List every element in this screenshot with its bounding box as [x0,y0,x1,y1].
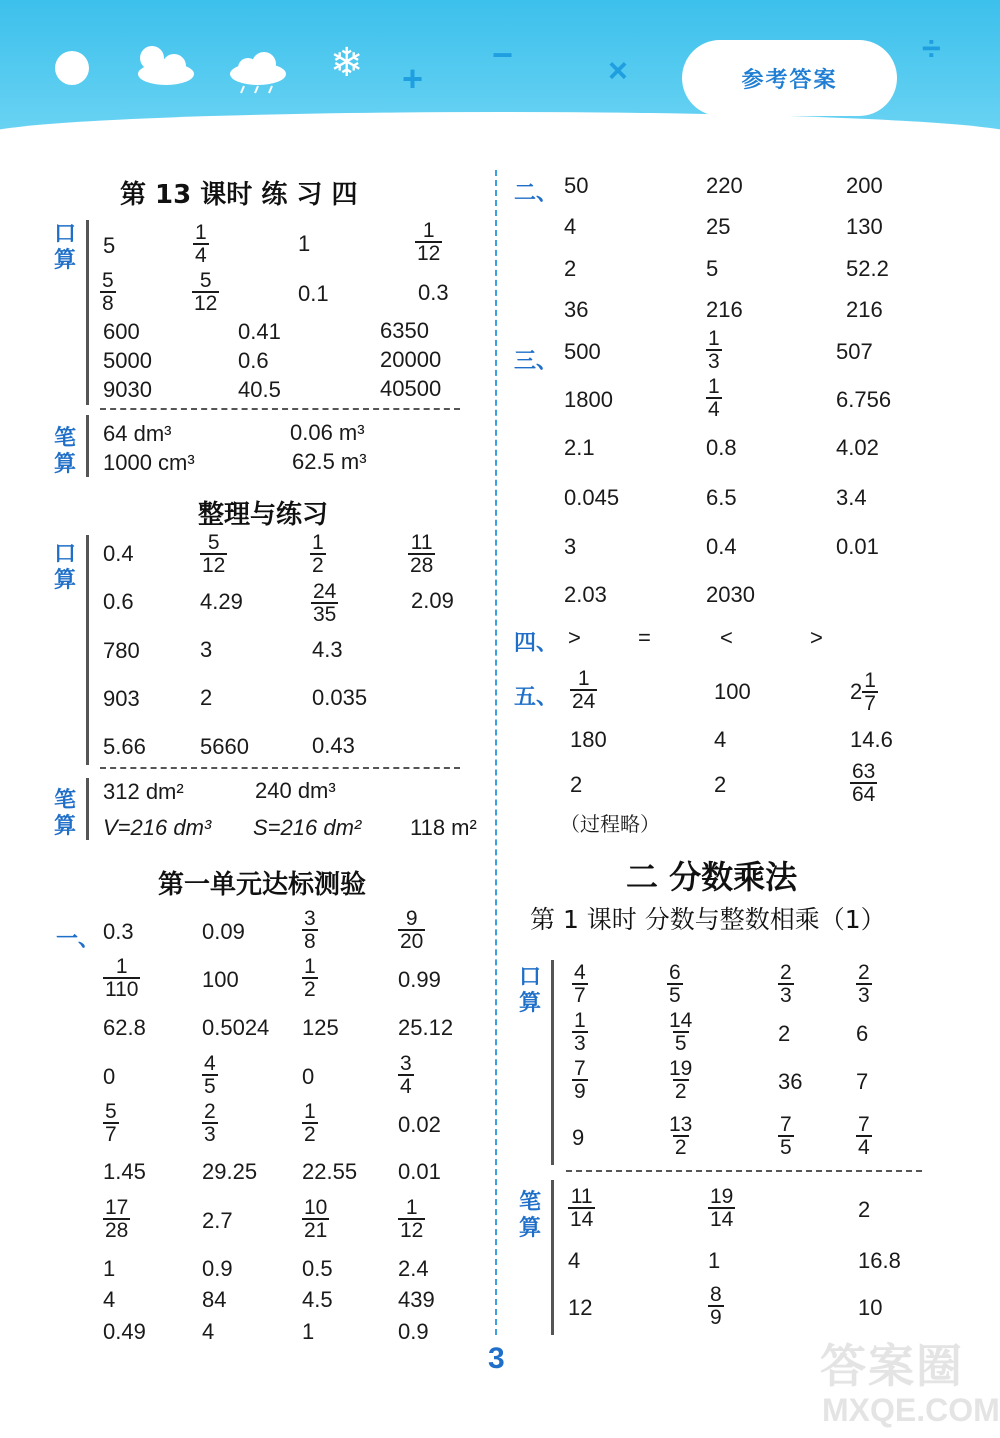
answer: 3 [564,534,577,559]
answer: 0.9 [398,1319,429,1344]
section-bar [551,1180,554,1335]
fraction-answer: $\frac{6}{5}$ [669,961,681,1007]
part-label: 二、 [514,181,559,206]
answer: 5 [103,233,116,258]
answer-badge: 参考答案 [682,40,897,116]
answer: 0.3 [103,919,134,944]
fraction-answer: $\frac{1}{2}$ [304,955,316,1001]
answer: 2 [570,772,583,797]
fraction-answer: $\frac{1}{12}$ [400,1196,424,1242]
answer: 2.7 [202,1208,233,1233]
mixed-number-answer [850,670,878,714]
answer: 2 [858,1197,871,1222]
fraction-answer: $\frac{3}{4}$ [400,1052,412,1098]
fraction-answer: $\frac{3}{8}$ [304,907,316,953]
answer: 118 m² [410,815,477,840]
answer: 2 [564,256,577,281]
answer: 40.5 [238,377,281,402]
answer: 2.03 [564,582,607,607]
watermark: 答案圈 [820,1340,964,1392]
answer: 7 [856,1069,869,1094]
answer: 6 [856,1021,869,1046]
answer: 6.756 [836,387,892,412]
answer: 4.29 [200,589,243,614]
answer: 29.25 [202,1159,258,1184]
answer: 220 [706,173,743,198]
fraction-answer: $\frac{24}{35}$ [313,580,337,626]
answer: S=216 dm² [253,815,362,840]
lesson13-title: 第 13 课时 练 习 四 [120,180,358,210]
comparison-symbol: > [810,625,823,650]
answer: 0 [103,1064,116,1089]
answer: 500 [564,339,601,364]
answer: 216 [846,297,883,322]
answer: 14.6 [850,727,893,752]
answer: 4 [103,1287,116,1312]
fraction-answer: $\frac{4}{7}$ [574,961,586,1007]
answer: 0.6 [103,589,134,614]
fraction-answer: $\frac{5}{8}$ [102,269,114,315]
answer: 4 [714,727,727,752]
answer: 903 [103,686,140,711]
answer: 6350 [380,318,429,343]
answer: 130 [846,214,883,239]
answer: 0.49 [103,1319,146,1344]
answer: 0.8 [706,435,737,460]
answer: 40500 [380,376,442,401]
answer: 12 [568,1295,593,1320]
answer: 22.55 [302,1159,358,1184]
fraction-answer: $\frac{1}{12}$ [417,219,441,265]
fraction-answer: $\frac{5}{7}$ [105,1100,117,1146]
answer: 4.3 [312,637,343,662]
answer: 4 [568,1248,581,1273]
sun-icon [52,48,92,88]
answer: 2.09 [411,588,454,613]
answer: 0.5 [302,1256,333,1281]
answer: 3 [200,637,213,662]
fraction-answer: $\frac{13}{2}$ [669,1113,693,1159]
fraction-answer: $\frac{1}{2}$ [312,531,324,577]
answer: 0.4 [103,541,134,566]
part-label: 五、 [514,685,559,710]
answer: 16.8 [858,1248,901,1273]
section-bar [86,220,89,405]
section-bar [86,415,89,477]
answer: 6.5 [706,485,737,510]
fraction-answer: $\frac{2}{3}$ [204,1100,216,1146]
answer: 4.5 [302,1287,333,1312]
answer: 50 [564,173,589,198]
section-bar [86,778,89,840]
minus-sign-icon: − [492,34,514,75]
answer: 0.035 [312,685,368,710]
fraction-answer: $\frac{19}{14}$ [710,1185,734,1231]
answer: 0.06 m³ [290,420,365,445]
unit-test-title: 第一单元达标测验 [158,870,367,900]
fraction-answer: $\frac{17}{28}$ [105,1196,129,1242]
answer: 0.01 [398,1159,441,1184]
answer: 0 [302,1064,315,1089]
answer: 2.4 [398,1256,429,1281]
section-bar [86,535,89,765]
watermark-url: MXQE.COM [822,1392,1000,1428]
fraction-answer: $\frac{11}{14}$ [570,1185,594,1231]
answer: 780 [103,638,140,663]
answer: 0.01 [836,534,879,559]
answer: 4 [202,1319,215,1344]
lesson1-title: 第 1 课时 分数与整数相乘（1） [530,905,886,934]
answer: 0.045 [564,485,620,510]
fraction-answer: $\frac{5}{12}$ [202,531,226,577]
answer: 3.4 [836,485,867,510]
kousuan-label: 口算 [519,965,542,1016]
answer: 180 [570,727,607,752]
answer: 84 [202,1287,227,1312]
answer: 4 [564,214,577,239]
bisuan-label: 笔算 [519,1190,542,1241]
fraction-answer: $\frac{1}{4}$ [708,375,720,421]
answer: 1000 cm³ [103,450,195,475]
answer: 0.99 [398,967,441,992]
answer: 20000 [380,347,442,372]
answer: 0.9 [202,1256,233,1281]
answer: 2 [200,685,213,710]
answer: 5.66 [103,734,146,759]
fraction-answer: $\frac{10}{21}$ [304,1196,328,1242]
answer: 0.41 [238,319,281,344]
fraction-part: $\frac{1}{7}$ [864,669,876,715]
comparison-symbol: < [720,625,733,650]
part-label: 四、 [514,631,559,656]
answer: 62.8 [103,1015,146,1040]
answer: 0.5024 [202,1015,270,1040]
answer: 5 [706,256,719,281]
answer: 2 [778,1021,791,1046]
fraction-answer: $\frac{1}{110}$ [105,955,139,1001]
answer: 1.45 [103,1159,146,1184]
answer: 1 [708,1248,721,1273]
fraction-answer: $\frac{19}{2}$ [669,1057,693,1103]
answer: 0.3 [418,280,449,305]
fraction-answer: $\frac{2}{3}$ [780,961,792,1007]
answer: 5000 [103,348,152,373]
answer: 0.6 [238,348,269,373]
answer: V=216 dm³ [103,815,212,840]
bisuan-label: 笔算 [54,426,77,477]
fraction-answer: $\frac{5}{12}$ [194,269,218,315]
fraction-answer: $\frac{7}{9}$ [574,1057,586,1103]
answer: 439 [398,1287,435,1312]
answer: 10 [858,1295,883,1320]
partly-cloudy-icon [130,42,196,88]
answer: 52.2 [846,256,889,281]
divide-sign-icon: ÷ [922,30,941,68]
answer: 2030 [706,582,755,607]
answer: 25 [706,214,731,239]
fraction-answer: $\frac{1}{4}$ [195,221,207,267]
answer: 0.1 [298,281,329,306]
section-separator [566,1170,922,1172]
part-label: 一、 [56,927,101,952]
times-sign-icon: × [608,52,628,90]
answer: 5660 [200,734,249,759]
fraction-answer: $\frac{1}{3}$ [708,327,720,373]
comparison-symbol: = [638,625,651,650]
section-separator [100,767,460,769]
chapter-title: 二 分数乘法 [626,858,798,896]
fraction-answer: $\frac{63}{64}$ [852,760,876,806]
kousuan-label: 口算 [54,222,77,273]
answer: 507 [836,339,873,364]
fraction-answer: $\frac{2}{3}$ [858,961,870,1007]
plus-sign-icon: + [402,58,424,99]
answer: 125 [302,1015,339,1040]
answer: 64 dm³ [103,421,172,446]
page-number: 3 [488,1342,505,1375]
answer: 1800 [564,387,613,412]
fraction-answer: $\frac{9}{20}$ [400,907,424,953]
answer: 4.02 [836,435,879,460]
answer: 240 dm³ [255,778,336,803]
fraction-answer: $\frac{1}{2}$ [304,1100,316,1146]
fraction-answer: $\frac{7}{4}$ [858,1113,870,1159]
answer: 0.09 [202,919,245,944]
section-separator [100,408,460,410]
fraction-answer: $\frac{14}{5}$ [669,1009,693,1055]
snowflake-icon: ❄ [330,41,364,85]
answer: 0.02 [398,1112,441,1137]
part-label: 三、 [514,349,559,374]
section-bar [551,960,554,1165]
rain-cloud-icon [226,48,290,94]
review-title: 整理与练习 [198,500,329,530]
answer: 1 [103,1256,116,1281]
answer: 100 [714,679,751,704]
answer: 100 [202,967,239,992]
answer: 2.1 [564,435,595,460]
answer: 25.12 [398,1015,454,1040]
fraction-answer: $\frac{8}{9}$ [710,1283,722,1329]
fraction-answer: $\frac{7}{5}$ [780,1113,792,1159]
answer: 0.43 [312,733,355,758]
header-banner [0,0,1000,135]
answer: 1 [298,231,311,256]
fraction-answer: $\frac{4}{5}$ [204,1052,216,1098]
answer: 62.5 m³ [292,449,367,474]
answer: 216 [706,297,743,322]
answer: 200 [846,173,883,198]
answer: 0.4 [706,534,737,559]
answer: 600 [103,319,140,344]
kousuan-label: 口算 [54,542,77,593]
comparison-symbol: > [568,625,581,650]
bisuan-label: 笔算 [54,788,77,839]
column-divider [495,170,497,1335]
answer: 1 [302,1319,315,1344]
whole-part: 2 [850,679,863,704]
process-omitted-note: （过程略） [560,812,660,836]
answer: 9030 [103,377,152,402]
answer: 2 [714,772,727,797]
answer: 36 [778,1069,803,1094]
fraction-answer: $\frac{1}{3}$ [574,1009,586,1055]
answer: 312 dm² [103,779,184,804]
fraction-answer: $\frac{1}{24}$ [572,667,596,713]
answer: 36 [564,297,589,322]
answer: 9 [572,1125,585,1150]
fraction-answer: $\frac{11}{28}$ [410,531,434,577]
